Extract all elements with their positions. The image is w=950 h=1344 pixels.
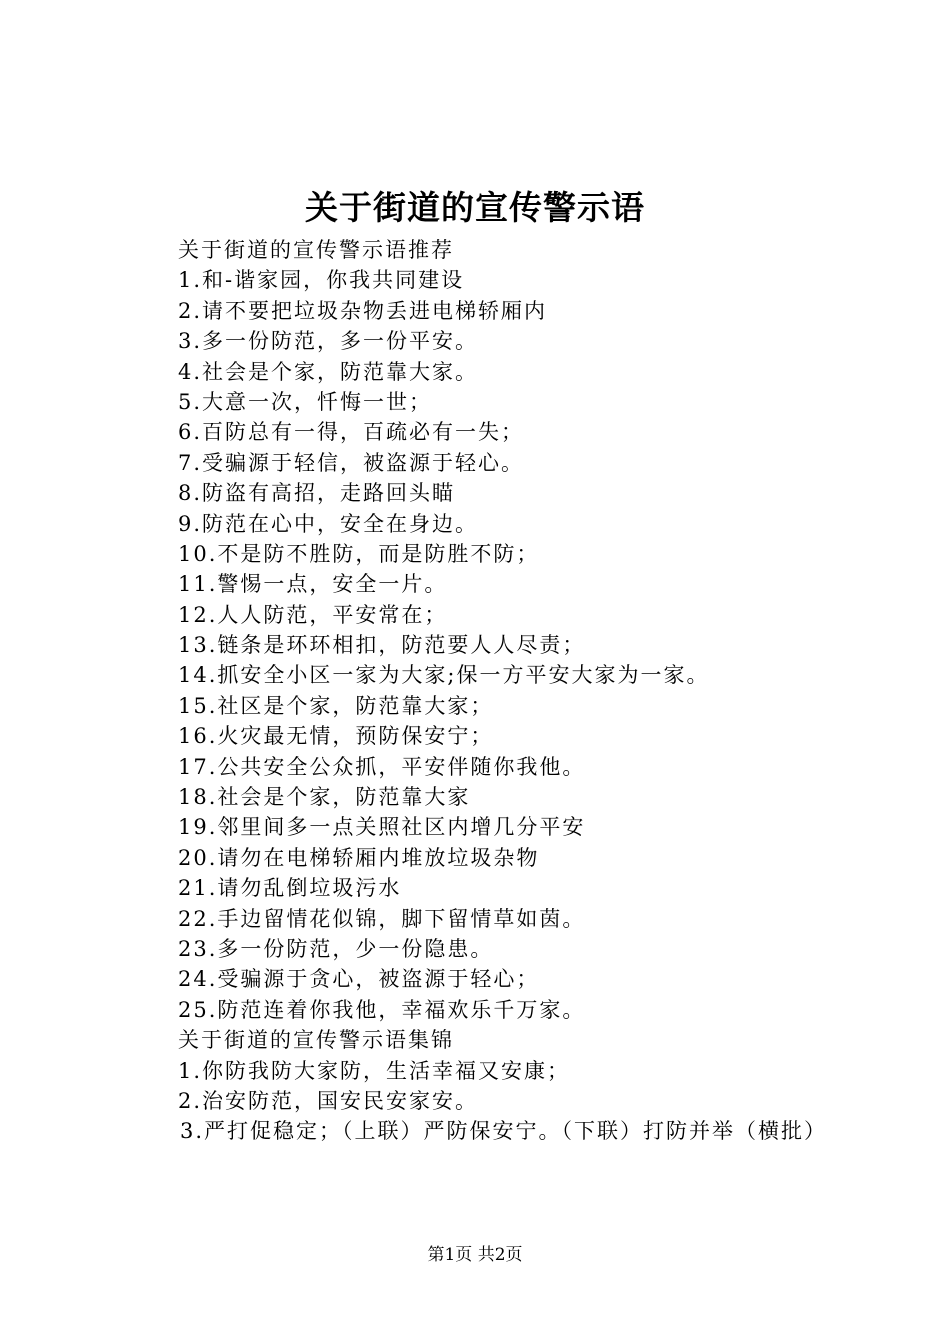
- document-title: 关于街道的宣传警示语: [305, 188, 645, 227]
- slogan-line: 4.社会是个家，防范靠大家。: [178, 359, 479, 384]
- document-body: [138, 235, 838, 1147]
- section-heading: 关于街道的宣传警示语集锦: [178, 1028, 454, 1053]
- slogan-line: 20.请勿在电梯轿厢内堆放垃圾杂物: [178, 845, 540, 870]
- slogan-line: 13.链条是环环相扣，防范要人人尽责；: [178, 633, 586, 658]
- slogan-line: 3.多一份防范，多一份平安。: [178, 329, 479, 354]
- section-heading: 关于街道的宣传警示语推荐: [178, 238, 454, 262]
- slogan-line: 1.和-谐家园，你我共同建设: [178, 268, 465, 293]
- slogan-line: 24.受骗源于贪心，被盗源于轻心；: [178, 967, 540, 992]
- slogan-line: 23.多一份防范，少一份隐患。: [178, 936, 494, 961]
- slogan-line: 9.防范在心中，安全在身边。: [178, 511, 479, 536]
- slogan-line: 7.受骗源于轻信，被盗源于轻心。: [178, 450, 525, 475]
- slogan-line: 12.人人防范，平安常在；: [178, 602, 448, 627]
- slogan-line: 17.公共安全公众抓，平安伴随你我他。: [178, 754, 586, 779]
- slogan-line: 2.请不要把垃圾杂物丢进电梯轿厢内: [178, 298, 548, 323]
- slogan-line: 16.火灾最无情，预防保安宁；: [178, 724, 494, 749]
- slogan-line: 15.社区是个家，防范靠大家；: [178, 693, 494, 718]
- slogan-line: 21.请勿乱倒垃圾污水: [178, 876, 402, 901]
- page-footer: 第1页 共2页: [427, 1245, 523, 1265]
- slogan-line: 10.不是防不胜防，而是防胜不防；: [178, 541, 540, 566]
- slogan-line: 2.治安防范，国安民安家安。: [178, 1088, 479, 1113]
- slogan-line: 11.警惕一点，安全一片。: [178, 572, 448, 597]
- slogan-line: 5.大意一次，忏悔一世；: [178, 389, 433, 414]
- slogan-line: 19.邻里间多一点关照社区内增几分平安: [178, 815, 586, 840]
- slogan-line: 25.防范连着你我他，幸福欢乐千万家。: [178, 997, 586, 1022]
- slogan-line: 1.你防我防大家防，生活幸福又安康；: [178, 1058, 571, 1083]
- slogan-line: 8.防盗有高招，走路回头瞄: [178, 481, 456, 506]
- slogan-line: 6.百防总有一得，百疏必有一失；: [178, 420, 525, 445]
- slogan-line: 18.社会是个家，防范靠大家: [178, 785, 471, 810]
- slogan-line: 14.抓安全小区一家为大家;保一方平安大家为一家。: [178, 663, 710, 688]
- slogan-paragraph: 3.严打促稳定；（上联）严防保安宁。（下联）打防并举（横批）: [180, 1119, 828, 1144]
- slogan-line: 22.手边留情花似锦，脚下留情草如茵。: [178, 906, 586, 931]
